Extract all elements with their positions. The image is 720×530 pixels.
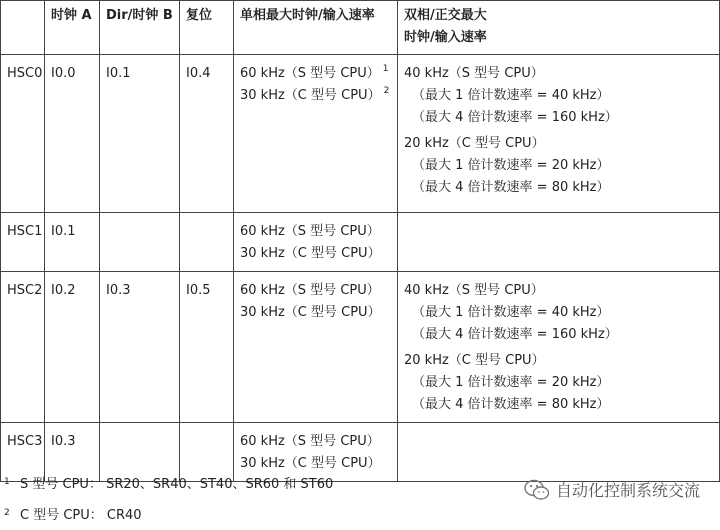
dual-phase-line: 20 kHz（C 型号 CPU）: [404, 136, 545, 151]
table-header-row: [1, 1, 720, 55]
footnote-ref: 2: [383, 86, 390, 96]
cell-single-phase: [234, 55, 398, 213]
cell-clock-a: I0.3: [45, 423, 100, 482]
single-phase-line: 60 kHz（S 型号 CPU）: [240, 283, 380, 298]
watermark: [524, 478, 700, 501]
header-dir-clock-b: Dir/时钟 B: [100, 1, 180, 55]
cell-clock-a: I0.0: [45, 55, 100, 213]
cell-reset: I0.5: [180, 272, 234, 423]
footnote-1: [4, 468, 333, 499]
single-phase-line: 60 kHz（S 型号 CPU） $^1$: [240, 64, 389, 81]
watermark-text: 自动化控制系统交流: [555, 481, 700, 500]
footnotes: [4, 468, 333, 530]
header-dual-phase-line1: 双相/正交最大: [404, 8, 487, 23]
single-phase-line: 30 kHz（C 型号 CPU） $^2$: [240, 86, 390, 103]
cell-single-phase: [234, 213, 398, 272]
single-phase-line: 30 kHz（C 型号 CPU）: [240, 305, 381, 320]
table-row-hsc1: [1, 213, 720, 272]
cell-dual-phase: [398, 272, 720, 423]
cell-dir-clock-b: I0.3: [100, 272, 180, 423]
cell-reset: I0.4: [180, 55, 234, 213]
single-phase-line: 30 kHz（C 型号 CPU）: [240, 246, 381, 261]
dual-phase-line: （最大 1 倍计数速率 = 40 kHz）: [412, 88, 610, 103]
single-phase-line: 30 kHz（C 型号 CPU）: [240, 456, 381, 471]
cell-dual-phase: [398, 55, 720, 213]
cell-dir-clock-b: I0.1: [100, 55, 180, 213]
footnote-2: [4, 499, 333, 530]
dual-phase-line: （最大 4 倍计数速率 = 80 kHz）: [412, 397, 610, 412]
cell-hsc: HSC2: [1, 272, 45, 423]
single-phase-line: 60 kHz（S 型号 CPU）: [240, 434, 380, 449]
header-dual-phase: [398, 1, 720, 55]
wechat-icon: [524, 479, 550, 501]
cell-clock-a: I0.1: [45, 213, 100, 272]
dual-phase-line: （最大 4 倍计数速率 = 80 kHz）: [412, 180, 610, 195]
footnote-text: S 型号 CPU： SR20、SR40、ST40、SR60 和 ST60: [20, 477, 334, 492]
table-row-hsc0: [1, 55, 720, 213]
cell-dual-phase: [398, 213, 720, 272]
header-reset: 复位: [180, 1, 234, 55]
cell-reset: [180, 213, 234, 272]
dual-phase-line: （最大 4 倍计数速率 = 160 kHz）: [412, 327, 618, 342]
dual-phase-line: 40 kHz（S 型号 CPU）: [404, 66, 544, 81]
cell-hsc: HSC3: [1, 423, 45, 482]
cell-dual-phase: [398, 423, 720, 482]
single-phase-line: 60 kHz（S 型号 CPU）: [240, 224, 380, 239]
cell-hsc: HSC0: [1, 55, 45, 213]
cell-single-phase: [234, 272, 398, 423]
dual-phase-line: （最大 1 倍计数速率 = 40 kHz）: [412, 305, 610, 320]
dual-phase-line: （最大 1 倍计数速率 = 20 kHz）: [412, 158, 610, 173]
dual-phase-line: 20 kHz（C 型号 CPU）: [404, 353, 545, 368]
footnote-mark: 1: [4, 477, 10, 487]
dual-phase-line: （最大 1 倍计数速率 = 20 kHz）: [412, 375, 610, 390]
header-hsc: [1, 1, 45, 55]
header-clock-a: 时钟 A: [45, 1, 100, 55]
footnote-mark: 2: [4, 508, 10, 518]
cell-hsc: HSC1: [1, 213, 45, 272]
cell-dir-clock-b: [100, 213, 180, 272]
footnote-text: C 型号 CPU： CR40: [20, 508, 142, 523]
dual-phase-line: 40 kHz（S 型号 CPU）: [404, 283, 544, 298]
dual-phase-line: （最大 4 倍计数速率 = 160 kHz）: [412, 110, 618, 125]
header-single-phase: 单相最大时钟/输入速率: [234, 1, 398, 55]
header-dual-phase-line2: 时钟/输入速率: [404, 30, 487, 45]
table-row-hsc2: [1, 272, 720, 423]
cell-clock-a: I0.2: [45, 272, 100, 423]
footnote-ref: 1: [382, 64, 389, 74]
